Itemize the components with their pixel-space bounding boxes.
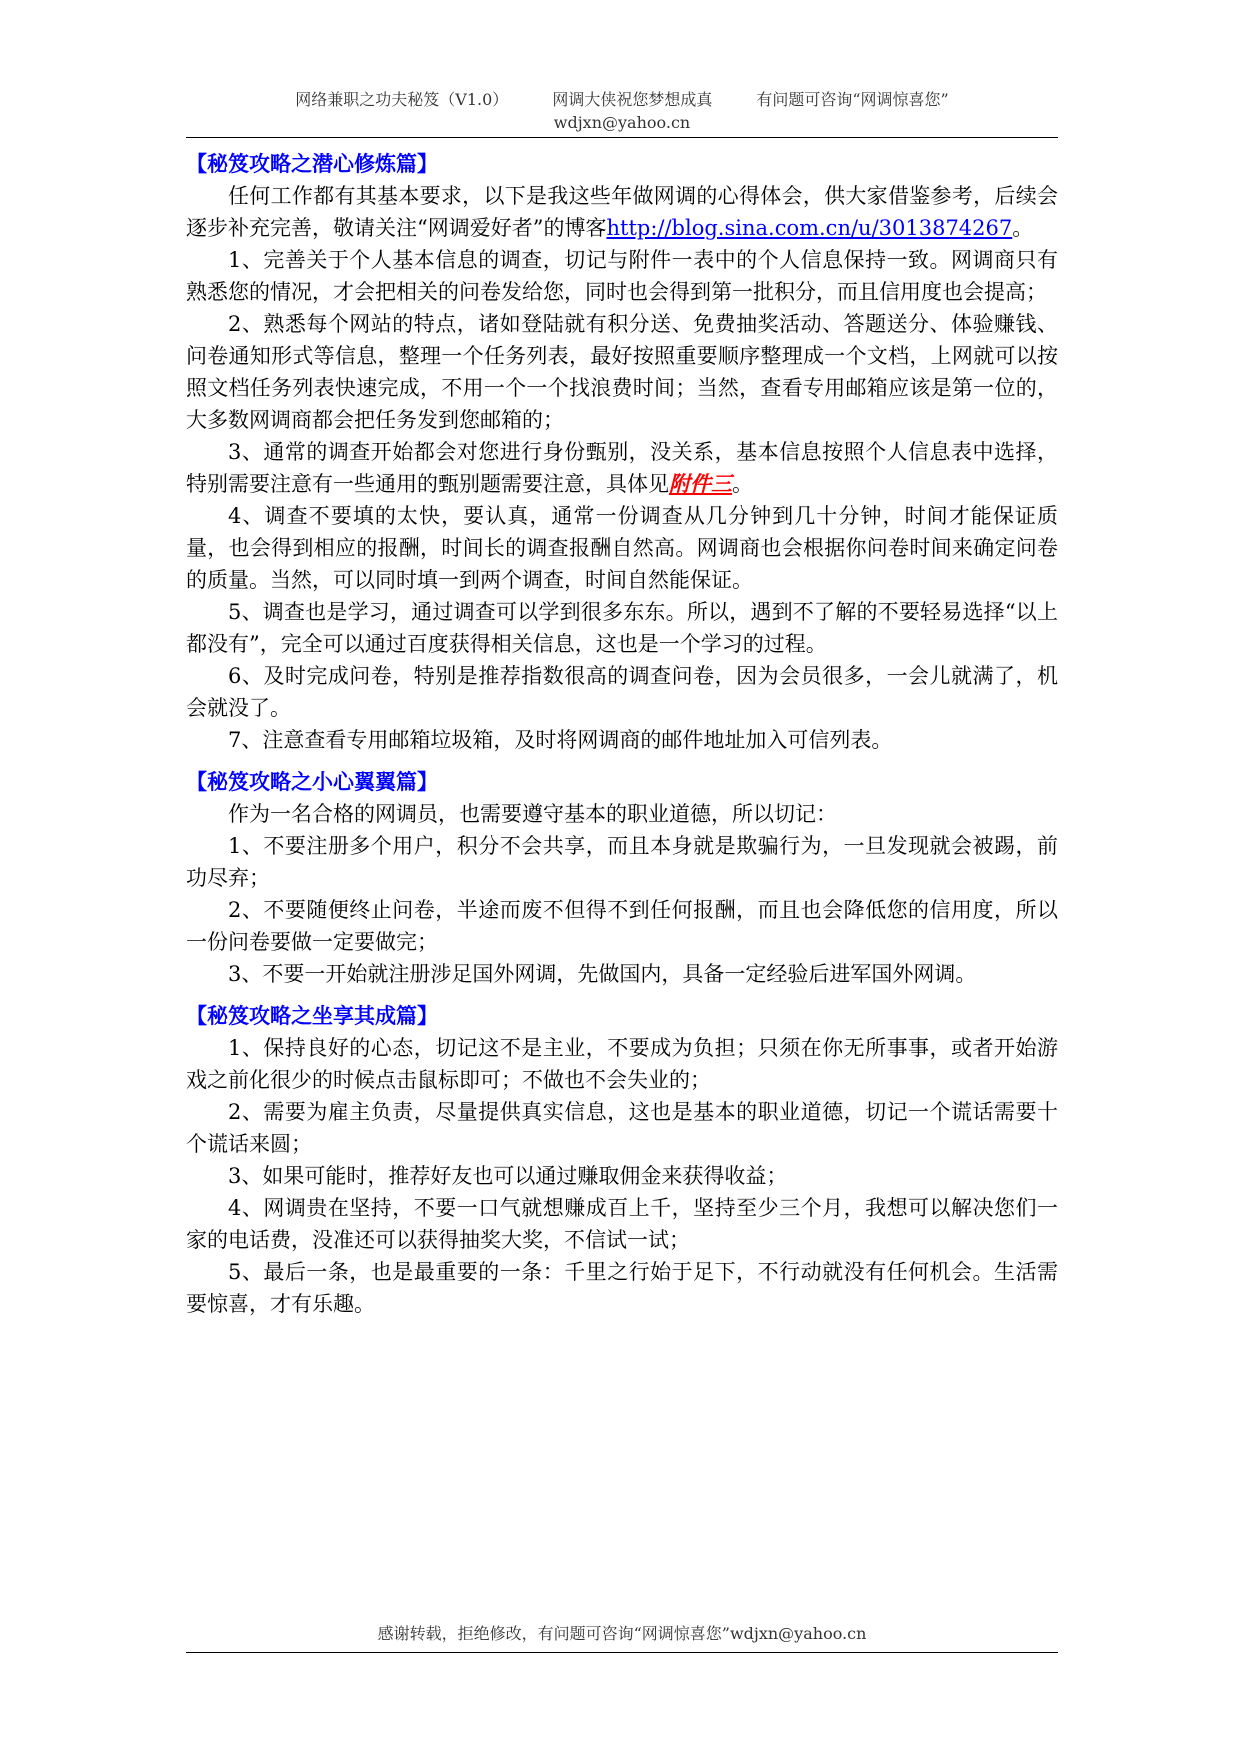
header-slogan: 网调大侠祝您梦想成真	[552, 90, 713, 109]
intro-text: 任何工作都有其基本要求，以下是我这些年做网调的心得体会，供大家借鉴参考，后续会逐步补充完善，敬请关注“网调爱好者”的博客	[186, 184, 1058, 240]
item-end: 。	[732, 472, 753, 496]
intro-end: 。	[1012, 216, 1034, 240]
list-item: 2、熟悉每个网站的特点，诸如登陆就有积分送、免费抽奖活动、答题送分、体验赚钱、问卷通知形式等信息，整理一个任务列表，最好按照重要顺序整理成一个文档，上网就可以按照文档任务列表快速完成，不用一个一个找浪费时间；当然，查看专用邮箱应该是第一位的，大多数网调商都会把任务发到您邮箱的；	[186, 312, 1058, 432]
list-item: 3、不要一开始就注册涉足国外网调，先做国内，具备一定经验后进军国外网调。	[228, 962, 977, 986]
list-item: 1、保持良好的心态，切记这不是主业，不要成为负担；只须在你无所事事，或者开始游戏之前化很少的时候点击鼠标即可；不做也不会失业的；	[186, 1036, 1058, 1092]
page-footer: 感谢转载，拒绝修改，有问题可咨询“网调惊喜您”wdjxn@yahoo.cn	[377, 1624, 867, 1643]
footer-divider	[186, 1652, 1058, 1653]
section-qianxin	[186, 148, 1058, 756]
header-contact: 有问题可咨询“网调惊喜您”	[756, 90, 949, 109]
list-item: 2、不要随便终止问卷，半途而废不但得不到任何报酬，而且也会降低您的信用度，所以一份问卷要做一定要做完；	[186, 898, 1058, 954]
header-row	[186, 88, 1058, 112]
list-item: 7、注意查看专用邮箱垃圾箱，及时将网调商的邮件地址加入可信列表。	[228, 728, 893, 752]
section-title: 【秘笈攻略之小心翼翼篇】	[186, 769, 438, 794]
section-zuoxiang	[186, 1000, 1058, 1320]
list-item: 2、需要为雇主负责，尽量提供真实信息，这也是基本的职业道德，切记一个谎话需要十个谎话来圆；	[186, 1100, 1058, 1156]
section-xiaoxin	[186, 766, 1058, 990]
list-item: 3、如果可能时，推荐好友也可以通过赚取佣金来获得收益；	[228, 1164, 788, 1188]
attachment-link[interactable]: 附件三	[669, 471, 732, 496]
list-item: 1、完善关于个人基本信息的调查，切记与附件一表中的个人信息保持一致。网调商只有熟悉您的情况，才会把相关的问卷发给您，同时也会得到第一批积分，而且信用度也会提高；	[186, 248, 1058, 304]
list-item: 4、网调贵在坚持，不要一口气就想赚成百上千，坚持至少三个月，我想可以解决您们一家的电话费，没准还可以获得抽奖大奖，不信试一试；	[186, 1196, 1058, 1252]
list-item: 6、及时完成问卷，特别是推荐指数很高的调查问卷，因为会员很多，一会儿就满了，机会就没了。	[186, 664, 1058, 720]
blog-link[interactable]: http://blog.sina.com.cn/u/3013874267	[606, 216, 1013, 240]
list-item	[186, 436, 1058, 500]
list-item: 5、调查也是学习，通过调查可以学到很多东东。所以，遇到不了解的不要轻易选择“以上都没有”，完全可以通过百度获得相关信息，这也是一个学习的过程。	[186, 600, 1058, 656]
section-title: 【秘笈攻略之潜心修炼篇】	[186, 151, 438, 176]
header-email: wdjxn@yahoo.cn	[553, 113, 691, 132]
header-divider	[186, 137, 1058, 138]
section-title: 【秘笈攻略之坐享其成篇】	[186, 1003, 438, 1028]
list-item: 4、调查不要填的太快，要认真，通常一份调查从几分钟到几十分钟，时间才能保证质量，也会得到相应的报酬，时间长的调查报酬自然高。网调商也会根据你问卷时间来确定问卷的质量。当然，可以同时填一到两个调查，时间自然能保证。	[186, 504, 1058, 592]
item-text: 3、通常的调查开始都会对您进行身份甄别，没关系，基本信息按照个人信息表中选择，特别需要注意有一些通用的甄别题需要注意，具体见	[186, 440, 1058, 496]
document-body	[186, 148, 1058, 1320]
list-item: 作为一名合格的网调员，也需要遵守基本的职业道德，所以切记：	[228, 802, 837, 826]
header-title: 网络兼职之功夫秘笈（V1.0）	[295, 90, 509, 109]
page-header	[186, 88, 1058, 134]
list-item: 1、不要注册多个用户，积分不会共享，而且本身就是欺骗行为，一旦发现就会被踢，前功尽弃；	[186, 834, 1058, 890]
section-intro	[186, 180, 1058, 244]
list-item: 5、最后一条，也是最重要的一条：千里之行始于足下，不行动就没有任何机会。生活需要惊喜，才有乐趣。	[186, 1260, 1058, 1316]
